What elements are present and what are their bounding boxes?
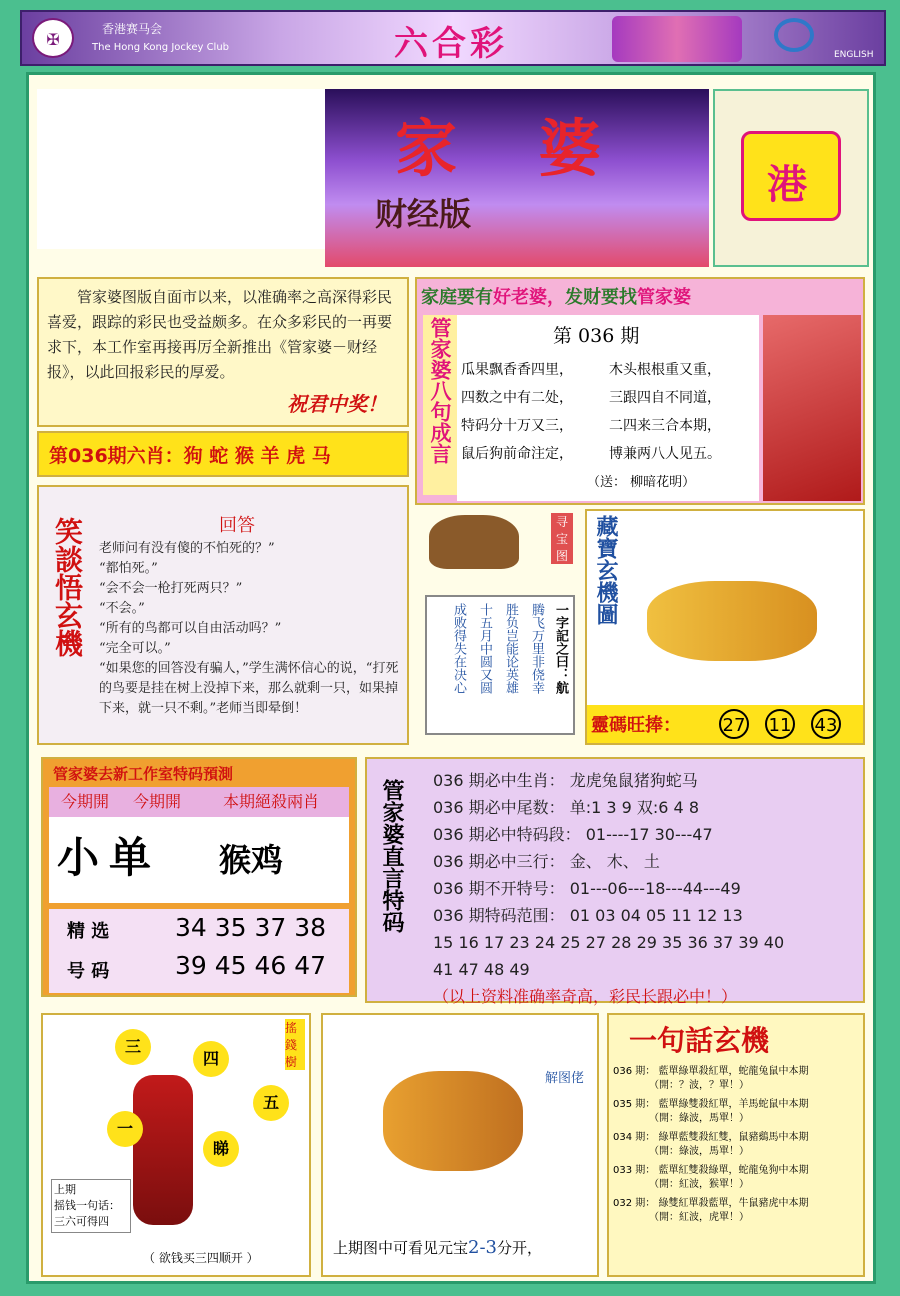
scroll-heading: 一字記之曰：航 — [553, 603, 568, 694]
studio-col3: 本期絕殺兩肖 — [193, 787, 349, 817]
puzzle-tag: 解图佬 — [545, 1071, 585, 1086]
lantern-panel — [713, 89, 869, 267]
joke-panel — [37, 485, 409, 745]
poem-line-8: 博兼两八人见五。 — [609, 446, 721, 462]
studio-panel — [41, 757, 357, 997]
poem-panel — [415, 277, 865, 505]
joke-line-4: “不会。” — [99, 601, 145, 616]
tree-caption: （ 欲钱买三四顺开 ） — [143, 1251, 259, 1265]
oneline-list — [613, 1065, 863, 1230]
treasure-num-2: 11 — [765, 709, 795, 739]
tree-panel — [41, 1013, 311, 1277]
direct-line-5: 036 期不开特号： 01---06---18---44---49 — [433, 879, 741, 898]
oneline-l2-3: （開：綠波，馬單！） — [649, 1146, 749, 1157]
oneline-no-5: 032 期： — [613, 1198, 656, 1209]
poem-banner-right: 管家婆 — [637, 287, 691, 308]
studio-sel-label-1: 精 选 — [67, 921, 110, 942]
joke-body — [99, 539, 399, 719]
treasure-panel — [585, 509, 865, 745]
scroll-col-3: 十五月中圆又圆 — [477, 603, 492, 694]
rings-icon[interactable] — [774, 18, 814, 52]
poem-line-6: 二四来三合本期， — [609, 418, 721, 434]
direct-line-3: 036 期必中特码段： 01----17 30---47 — [433, 825, 713, 844]
direct-lines — [433, 767, 863, 1010]
oneline-title: 一句話玄機 — [629, 1024, 770, 1057]
jockey-club-logo-icon: ✠ — [32, 18, 74, 58]
six-zodiac-text: 第036期六肖：狗 蛇 猴 羊 虎 马 — [49, 445, 331, 467]
studio-header: 管家婆去新工作室特码預測 — [53, 765, 234, 783]
scroll-col-4: 成败得失在决心 — [451, 603, 466, 694]
banner — [325, 89, 709, 267]
poem-line-1: 瓜果飘香香四里， — [461, 362, 573, 378]
scroll-col-1: 腾飞万里非侥幸 — [529, 603, 544, 694]
direct-line-2: 036 期必中尾数： 单:1 3 9 双:6 4 8 — [433, 798, 700, 817]
treasure-num-1: 27 — [719, 709, 749, 739]
puzzle-caption-b: 2-3 — [468, 1237, 498, 1258]
poem-line-7: 鼠后狗前命注定， — [461, 446, 573, 462]
intro-wish: 祝君中奖！ — [287, 392, 387, 416]
direct-line-7: 15 16 17 23 24 25 27 28 29 35 36 37 39 40 — [433, 933, 785, 952]
banner-subtitle: 财经版 — [375, 195, 472, 233]
tree-ball-5: 睇 — [203, 1131, 239, 1167]
tree-last-box — [51, 1179, 131, 1233]
poem-line-2: 木头根根重又重， — [609, 362, 721, 378]
tree-last-label: 上期 — [54, 1183, 76, 1196]
poem-line-4: 三跟四自不同道， — [609, 390, 721, 406]
joke-side: 笑談悟玄機 — [51, 517, 84, 657]
bride-image — [763, 315, 861, 501]
direct-line-6: 036 期特码范围： 01 03 04 05 11 12 13 — [433, 906, 743, 925]
joke-line-7: “如果您的回答没有骗人，”学生满怀信心的说，“打死的鸟要是挂在树上没掉下来，那么就剩一只，如果掉下来，就一只不剩。”老师当即晕倒！ — [99, 661, 399, 716]
tiger-icon — [647, 581, 817, 661]
squirrel-hoop-icon — [383, 1071, 523, 1171]
oneline-l1-2: 藍單綠雙殺紅單，羊馬蛇鼠中本期 — [658, 1099, 809, 1110]
page-body — [26, 72, 876, 1284]
tree-tag: 搖錢樹 — [285, 1019, 305, 1070]
oneline-panel — [607, 1013, 865, 1277]
poem-sender: （送： 柳暗花明） — [587, 475, 696, 490]
tree-ball-1: 三 — [115, 1029, 151, 1065]
studio-row-2: 39 45 46 47 — [175, 951, 327, 980]
scroll-tag: 寻宝图 — [551, 513, 573, 564]
direct-line-4: 036 期必中三行： 金、 木、 土 — [433, 852, 660, 871]
money-tree-icon — [133, 1075, 193, 1225]
header-bar — [20, 10, 886, 66]
studio-grid — [49, 787, 349, 903]
oneline-l1-3: 綠單藍雙殺紅雙，鼠豬鷄馬中本期 — [658, 1132, 809, 1143]
direct-line-8: 41 47 48 49 — [433, 960, 530, 979]
scroll-col-2: 胜负岂能论英雄 — [503, 603, 518, 694]
oneline-l2-2: （開：綠波，馬單！） — [649, 1113, 749, 1124]
oneline-no-4: 033 期： — [613, 1165, 656, 1176]
studio-col1: 今期開 — [49, 787, 121, 817]
joke-line-5: “所有的鸟都可以自由活动吗？” — [99, 621, 282, 636]
direct-line-1: 036 期必中生肖： 龙虎兔鼠猪狗蛇马 — [433, 771, 698, 790]
oneline-l2-5: （開：紅波，虎單！） — [649, 1212, 749, 1223]
direct-note: （以上资料准确率奇高，彩民长跟必中！） — [433, 987, 738, 1006]
oneline-l1-1: 藍單綠單殺紅單，蛇龍兔鼠中本期 — [658, 1066, 809, 1077]
poem-issue: 第 036 期 — [553, 325, 640, 347]
org-name-en: The Hong Kong Jockey Club — [92, 42, 230, 53]
intro-box — [37, 277, 409, 427]
banner-blank — [37, 89, 327, 249]
joke-line-1: 老师问有没有傻的不怕死的？” — [99, 541, 275, 556]
oneline-row — [613, 1098, 863, 1126]
treasure-bar — [587, 705, 863, 743]
studio-val3: 猴鸡 — [219, 841, 284, 879]
intro-text: 管家婆图版自面市以来，以准确率之高深得彩民喜爱，跟踪的彩民也受益颇多。在众多彩民的一再要求下，本工作室再接再厉全新推出《管家婆－财经报》，以此回报彩民的厚爱。 — [47, 288, 393, 381]
six-zodiac-box — [37, 431, 409, 477]
stamp-text: 港 — [767, 161, 807, 208]
tree-ball-3: 五 — [253, 1085, 289, 1121]
tree-last-line3: 三六可得四 — [54, 1215, 109, 1228]
poem-card — [457, 315, 759, 501]
studio-select — [49, 909, 349, 993]
racehorse-icon — [429, 515, 519, 569]
joke-line-6: “完全可以。” — [99, 641, 171, 656]
poem-banner — [421, 283, 761, 313]
poem-banner-mid2: 发财要找 — [565, 287, 637, 308]
treasure-label: 靈碼旺捧： — [591, 715, 681, 736]
joke-line-3: “会不会一枪打死两只？” — [99, 581, 243, 596]
treasure-num-3: 43 — [811, 709, 841, 739]
puzzle-caption-a: 上期图中可看见元宝 — [333, 1239, 469, 1257]
tree-ball-4: 一 — [107, 1111, 143, 1147]
oneline-row — [613, 1131, 863, 1159]
direct-panel — [365, 757, 865, 1006]
english-link[interactable]: ENGLISH — [834, 50, 874, 60]
poem-side: 管家婆八句成言 — [423, 315, 457, 495]
direct-side: 管家婆直言特码 — [379, 779, 405, 933]
oneline-row — [613, 1197, 863, 1225]
oneline-l1-4: 藍單紅雙殺綠單，蛇龍兔狗中本期 — [658, 1165, 809, 1176]
joke-line-2: “都怕死。” — [99, 561, 158, 576]
banner-title: 家 婆 — [395, 112, 631, 185]
scroll-panel — [415, 509, 581, 745]
puzzle-caption — [333, 1237, 542, 1258]
puzzle-panel — [321, 1013, 599, 1277]
joke-title: 回答 — [219, 515, 255, 536]
oneline-no-3: 034 期： — [613, 1132, 656, 1143]
tree-last-line2: 摇钱一句话： — [54, 1199, 120, 1212]
tree-ball-2: 四 — [193, 1041, 229, 1077]
oneline-no-1: 036 期： — [613, 1066, 656, 1077]
org-name-cn: 香港赛马会 — [102, 22, 163, 36]
oneline-l1-5: 綠雙紅單殺藍單，牛鼠豬虎中本期 — [658, 1198, 809, 1209]
poem-line-5: 特码分十万又三， — [461, 418, 573, 434]
puzzle-caption-c: 分开， — [497, 1239, 543, 1257]
poem-line-3: 四数之中有二处， — [461, 390, 573, 406]
poem-banner-left: 家庭要有 — [421, 287, 493, 308]
scroll-card — [425, 595, 575, 735]
treasure-side: 藏寶玄機圖 — [593, 515, 619, 625]
racing-horses-icon — [612, 16, 742, 62]
oneline-row — [613, 1164, 863, 1192]
poem-banner-mid: 好老婆， — [493, 287, 565, 308]
studio-row-1: 34 35 37 38 — [175, 913, 327, 942]
studio-col2: 今期開 — [121, 787, 193, 817]
studio-sel-label-2: 号 码 — [67, 961, 110, 982]
studio-val1: 小单 — [57, 833, 162, 882]
header-title: 六合彩 — [394, 24, 508, 64]
oneline-l2-4: （開：紅波，猴單！） — [649, 1179, 749, 1190]
oneline-row — [613, 1065, 863, 1093]
oneline-no-2: 035 期： — [613, 1099, 656, 1110]
oneline-l2-1: （開：？波，？單！） — [649, 1080, 749, 1091]
